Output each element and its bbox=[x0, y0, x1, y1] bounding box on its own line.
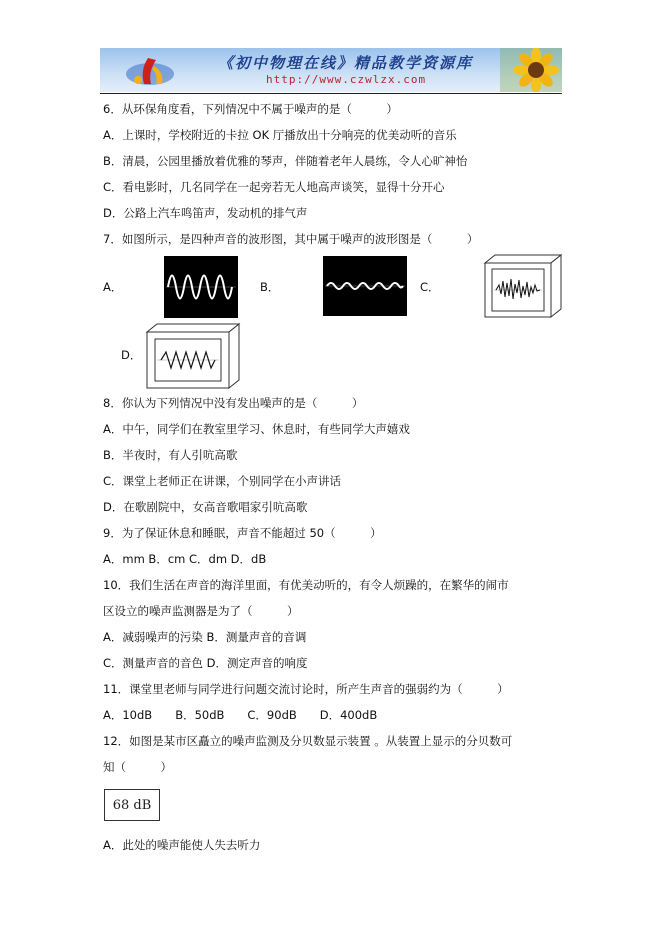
q6-option-a: A．上课时，学校附近的卡拉 OK 厅播放出十分响亮的优美动听的音乐 bbox=[103, 128, 457, 142]
waveform-b bbox=[323, 256, 407, 316]
q6-stem: 6．从环保角度看，下列情况中不属于噪声的是（ ） bbox=[103, 102, 398, 116]
banner-title: 《初中物理在线》精品教学资源库 bbox=[218, 54, 474, 72]
header-divider bbox=[100, 93, 562, 94]
q8-stem: 8．你认为下列情况中没有发出噪声的是（ ） bbox=[103, 396, 364, 410]
q7-label-d: D． bbox=[121, 348, 142, 362]
q6-option-c: C．看电影时，几名同学在一起旁若无人地高声谈笑，显得十分开心 bbox=[103, 180, 445, 194]
q12-stem-line1: 12．如图是某市区矗立的噪声监测及分贝数显示装置 。从装置上显示的分贝数可 bbox=[103, 734, 513, 748]
q6-option-d: D．公路上汽车鸣笛声，发动机的排气声 bbox=[103, 206, 308, 220]
q8-option-d: D．在歌剧院中，女高音歌唱家引吭高歌 bbox=[103, 500, 308, 514]
q8-option-b: B．半夜时，有人引吭高歌 bbox=[103, 448, 238, 462]
header-banner bbox=[100, 48, 562, 92]
q10-stem-line1: 10．我们生活在声音的海洋里面，有优美动听的，有令人烦躁的，在繁华的闹市 bbox=[103, 578, 509, 592]
q9-options: A．mm B．cm C．dm D．dB bbox=[103, 552, 267, 566]
q7-stem: 7．如图所示，是四种声音的波形图，其中属于噪声的波形图是（ ） bbox=[103, 232, 479, 246]
q10-options-line2: C．测量声音的音色 D．测定声音的响度 bbox=[103, 656, 308, 670]
decibel-display: 68 dB bbox=[104, 789, 160, 821]
q10-options-line1: A．减弱噪声的污染 B．测量声音的音调 bbox=[103, 630, 307, 644]
q9-stem: 9．为了保证休息和睡眠，声音不能超过 50（ ） bbox=[103, 526, 382, 540]
q8-option-a: A．中午，同学们在教室里学习、休息时，有些同学大声嬉戏 bbox=[103, 422, 410, 436]
q11-options: A．10dB B．50dB C．90dB D．400dB bbox=[103, 708, 378, 722]
waveform-c bbox=[483, 253, 563, 319]
q7-label-c: C． bbox=[420, 280, 440, 294]
q7-label-a: A． bbox=[103, 280, 123, 294]
logo-icon bbox=[118, 54, 178, 88]
waveform-d bbox=[145, 322, 241, 390]
q12-stem-line2: 知（ ） bbox=[103, 760, 172, 774]
sunflower-icon bbox=[500, 48, 562, 92]
q8-option-c: C．课堂上老师正在讲课，个别同学在小声讲话 bbox=[103, 474, 342, 488]
banner-url[interactable]: http://www.czwlzx.com bbox=[266, 73, 427, 86]
q6-option-b: B．清晨，公园里播放着优雅的琴声，伴随着老年人晨练，令人心旷神怡 bbox=[103, 154, 468, 168]
q7-label-b: B． bbox=[260, 280, 280, 294]
q12-option-a: A．此处的噪声能使人失去听力 bbox=[103, 838, 261, 852]
waveform-a bbox=[164, 256, 238, 318]
q11-stem: 11．课堂里老师与同学进行问题交流讨论时，所产生声音的强弱约为（ ） bbox=[103, 682, 509, 696]
q10-stem-line2: 区设立的噪声监测器是为了（ ） bbox=[103, 604, 299, 618]
